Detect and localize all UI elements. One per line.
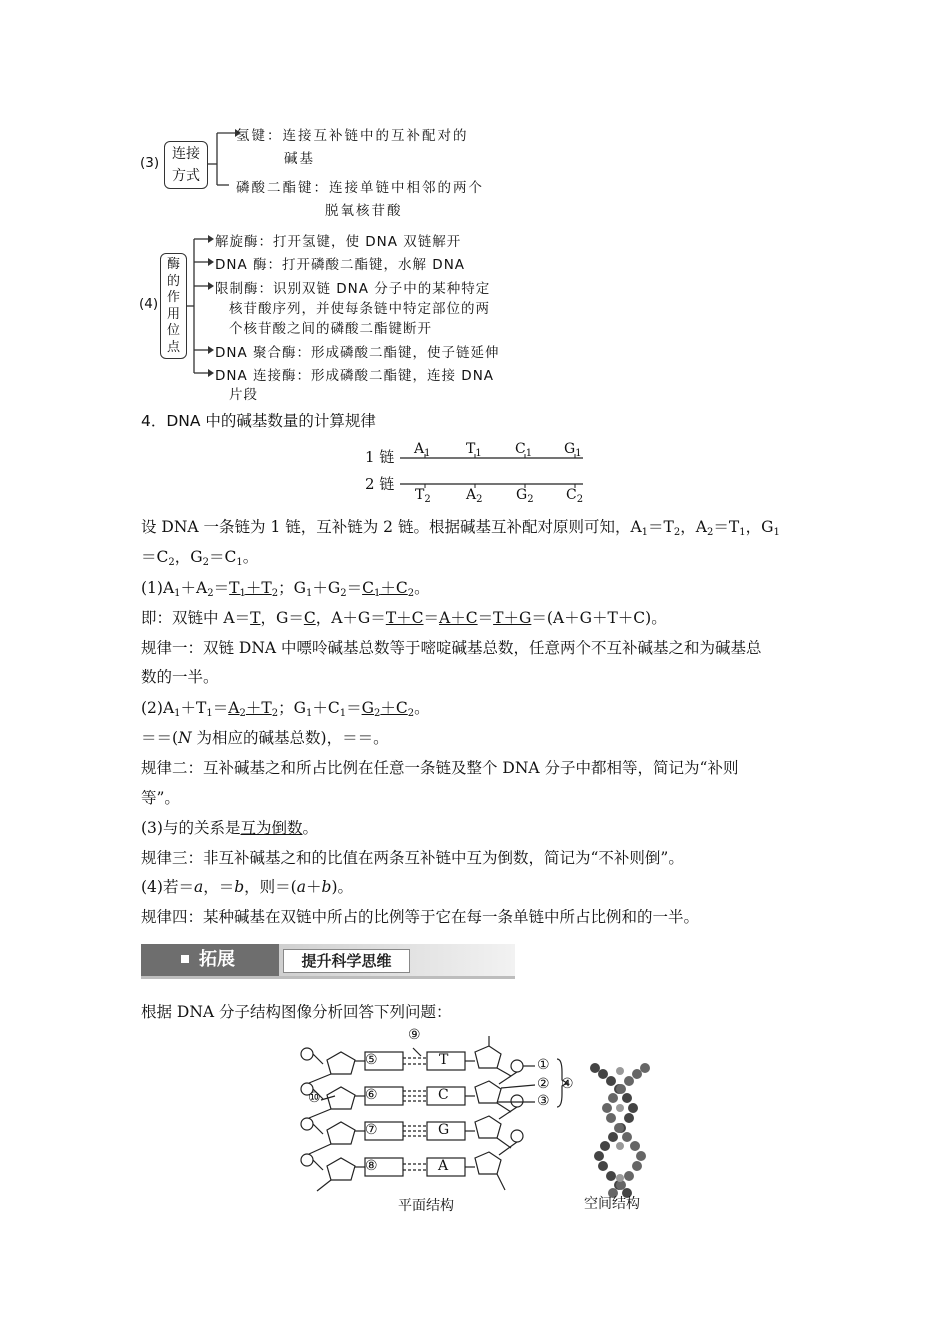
- para-definition-line2: $=C_2$，$G_2=C_1$。: [141, 548, 259, 568]
- diagram4-bracket: [184, 230, 216, 380]
- chain1-base-2: $T_1$: [466, 441, 482, 459]
- diagram4-item-restriction-3: 个核苷酸之间的磷酸二酯键断开: [229, 321, 432, 337]
- chain2-label: 2 链: [365, 475, 395, 493]
- rule1-line1: 规律一：双链 DNA 中嘌呤碱基总数等于嘧啶碱基总数，任意两个不互补碱基之和为碱基总: [141, 639, 762, 657]
- rule1-line2: 数的一半。: [141, 668, 219, 686]
- diagram3-phospho-line1: 磷酸二酯键：连接单链中相邻的两个: [236, 180, 484, 196]
- diagram4-item-ligase-2: 片段: [229, 387, 258, 403]
- diagram3-hydrogen-line1: 氢键：连接互补链中的互补配对的: [236, 128, 469, 144]
- diagram4-item-polymerase: DNA 聚合酶：形成磷酸二酯键，使子链延伸: [215, 345, 500, 361]
- label-1: ①: [537, 1057, 550, 1073]
- label-5: ⑤: [365, 1052, 378, 1068]
- diagram3-phospho-line2: 脱氧核苷酸: [325, 203, 403, 219]
- banner-label: 提升科学思维: [283, 949, 410, 973]
- extension-banner: [141, 944, 279, 976]
- label-7: ⑦: [365, 1122, 378, 1138]
- chain1-base-4: $G_1$: [564, 441, 582, 459]
- para-eq3: (3)与的关系是互为倒数。: [141, 819, 318, 837]
- diagram4-box-c5: 位: [166, 323, 180, 338]
- question-intro: 根据 DNA 分子结构图像分析回答下列问题：: [141, 1003, 452, 1021]
- banner-stripe: [141, 976, 515, 979]
- para-eq2-ratio: ＝＝(N 为相应的碱基总数)，＝＝。: [141, 729, 389, 747]
- diagram4-item-restriction-2: 核苷酸序列，并使每条链中特定部位的两: [229, 301, 490, 317]
- diagram4-number: (4): [139, 296, 159, 312]
- rule2-line1: 规律二：互补碱基之和所占比例在任意一条链及整个 DNA 分子中都相等，简记为“补则: [141, 759, 739, 777]
- rule3: 规律三：非互补碱基之和的比值在两条互补链中互为倒数，简记为“不补则倒”。: [141, 849, 684, 867]
- diagram3-box-line1: 连接: [172, 146, 200, 162]
- base-A: A: [438, 1158, 449, 1174]
- diagram4-item-dnase: DNA 酶：打开磷酸二酯键，水解 DNA: [215, 257, 466, 273]
- caption-planar: 平面结构: [398, 1198, 454, 1214]
- diagram4-box-c4: 用: [166, 306, 180, 322]
- chain1-label: 1 链: [365, 448, 395, 466]
- para-eq4: (4)若＝a，＝b，则＝(a＋b)。: [141, 878, 353, 896]
- diagram3-box: [164, 141, 208, 189]
- diagram4-item-restriction-1: 限制酶：识别双链 DNA 分子中的某种特定: [215, 281, 491, 297]
- label-9: ⑨: [408, 1027, 421, 1043]
- base-T: T: [439, 1052, 449, 1068]
- rule4: 规律四：某种碱基在双链中所占的比例等于它在每一条单链中所占比例和的一半。: [141, 908, 700, 926]
- chain2-base-1: $T_2$: [415, 487, 431, 505]
- diagram4-item-ligase-1: DNA 连接酶：形成磷酸二酯键，连接 DNA: [215, 368, 495, 384]
- label-8: ⑧: [365, 1158, 378, 1174]
- chain1-base-1: $A_1$: [414, 441, 431, 459]
- label-4: ④: [561, 1076, 574, 1092]
- diagram4-box-c3: 作: [166, 290, 180, 305]
- diagram4-box-c6: 点: [166, 339, 180, 355]
- section-4-title: 4．DNA 中的碱基数量的计算规律: [141, 412, 376, 430]
- dna-figure: [295, 1028, 675, 1218]
- diagram3-hydrogen-line2: 碱基: [284, 151, 315, 167]
- para-eq1-summary: 即：双链中 A＝T，G＝C，A＋G＝T＋C＝A＋C＝T＋G＝(A＋G＋T＋C)。: [141, 609, 667, 627]
- diagram4-box: [160, 253, 187, 359]
- diagram3-number: (3): [140, 155, 160, 171]
- diagram3-box-line2: 方式: [172, 168, 200, 184]
- label-2: ②: [537, 1076, 550, 1092]
- para-definition-line1: 设 DNA 一条链为 1 链，互补链为 2 链。根据碱基互补配对原则可知，$A_1=T_2$，$A_2=T_1$，$G_1$: [141, 518, 780, 538]
- chain2-base-2: $A_2$: [466, 487, 483, 505]
- banner-tag: 拓展: [199, 949, 235, 970]
- label-6: ⑥: [365, 1087, 378, 1103]
- diagram4-box-c1: 酶: [166, 257, 180, 272]
- label-10: ⑩: [308, 1090, 321, 1106]
- chain2-base-4: $C_2$: [566, 487, 584, 505]
- chain1-base-3: $C_1$: [515, 441, 533, 459]
- diagram4-box-c2: 的: [166, 273, 180, 289]
- banner-square-icon: [181, 955, 189, 963]
- para-eq2: $(2)A_1+T_1=A_2+T_2$；$G_1+C_1=G_2+C_2$。: [141, 699, 430, 719]
- chain2-base-3: $G_2$: [516, 487, 534, 505]
- base-G: G: [438, 1122, 450, 1138]
- caption-spatial: 空间结构: [584, 1196, 640, 1212]
- para-eq1: $(1)A_1+A_2=T_1+T_2$；$G_1+G_2=C_1+C_2$。: [141, 579, 430, 599]
- rule2-line2: 等”。: [141, 789, 180, 807]
- label-3: ③: [537, 1093, 550, 1109]
- base-C: C: [438, 1087, 449, 1103]
- diagram4-item-helicase: 解旋酶：打开氢键，使 DNA 双链解开: [215, 234, 462, 250]
